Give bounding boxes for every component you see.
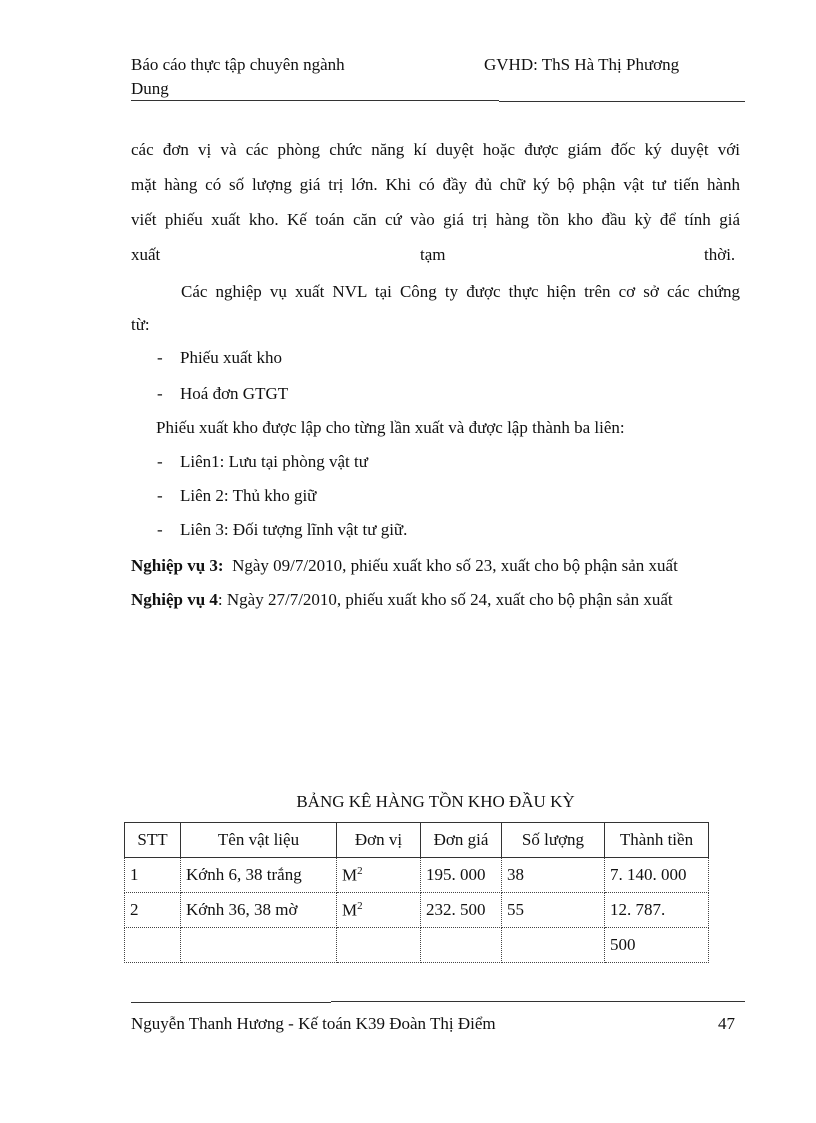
bullet-dash: - bbox=[157, 486, 163, 505]
doc-item-1: Phiếu xuất kho bbox=[180, 348, 282, 367]
table-row bbox=[125, 928, 709, 963]
para1-line3: viết phiếu xuất kho. Kế toán căn cứ vào giá trị hàng tồn kho đầu kỳ để tính giá bbox=[131, 210, 740, 229]
para1-line4-c: thời. bbox=[704, 245, 736, 264]
cell-price: 195. 000 bbox=[421, 858, 502, 893]
table-row bbox=[125, 858, 709, 893]
para1-line1: các đơn vị và các phòng chức năng kí duyệt hoặc được giám đốc ký duyệt với bbox=[131, 140, 740, 159]
unit-text: M bbox=[342, 900, 358, 920]
operation-3 bbox=[131, 556, 678, 576]
footer-rule-right bbox=[331, 1001, 745, 1002]
cell-material bbox=[181, 928, 337, 963]
cell-material: Kớnh 36, 38 mờ bbox=[181, 893, 337, 928]
op3-label: Nghiệp vụ 3: bbox=[131, 556, 224, 575]
cell-quantity: 55 bbox=[502, 893, 605, 928]
unit-sup: 2 bbox=[357, 864, 363, 877]
bullet-dash: - bbox=[157, 348, 163, 367]
cell-total: 12. 787. bbox=[605, 893, 709, 928]
para2-line1: Các nghiệp vụ xuất NVL tại Công ty được thực hiện trên cơ sở các chứng bbox=[181, 282, 740, 301]
cell-unit bbox=[337, 928, 421, 963]
header-cell: STT bbox=[125, 823, 181, 858]
cell-stt: 2 bbox=[125, 893, 181, 928]
table-header-row bbox=[125, 823, 709, 858]
para3: Phiếu xuất kho được lập cho từng lần xuất và được lập thành ba liên: bbox=[156, 418, 625, 437]
cell-price: 232. 500 bbox=[421, 893, 502, 928]
header-cell: Thành tiền bbox=[605, 823, 709, 858]
footer-rule-left bbox=[131, 1002, 331, 1003]
cell-stt bbox=[125, 928, 181, 963]
op4-text: : Ngày 27/7/2010, phiếu xuất kho số 24, xuất cho bộ phận sản xuất bbox=[217, 590, 673, 609]
header-advisor: GVHD: ThS Hà Thị Phương bbox=[484, 55, 680, 74]
report-title-cont: Dung bbox=[131, 79, 169, 98]
header-cell: Tên vật liệu bbox=[181, 823, 337, 858]
cell-quantity bbox=[502, 928, 605, 963]
header-rule-left bbox=[131, 100, 499, 101]
header-cell: Đơn giá bbox=[421, 823, 502, 858]
cell-total: 7. 140. 000 bbox=[605, 858, 709, 893]
para1-line4-a: xuất bbox=[131, 245, 161, 264]
header-cell: Đơn vị bbox=[337, 823, 421, 858]
unit-sup: 2 bbox=[357, 899, 363, 912]
doc-item-2: Hoá đơn GTGT bbox=[180, 384, 289, 403]
header-report-title bbox=[131, 53, 471, 101]
header-cell: Số lượng bbox=[502, 823, 605, 858]
bullet-dash: - bbox=[157, 520, 163, 539]
copy-item-3: Liên 3: Đối tượng lĩnh vật tư giữ. bbox=[180, 520, 408, 539]
unit-text: M bbox=[342, 865, 358, 885]
para1-line2: mặt hàng có số lượng giá trị lớn. Khi có đầy đủ chữ ký bộ phận vật tư tiến hành bbox=[131, 175, 740, 194]
cell-price bbox=[421, 928, 502, 963]
cell-unit bbox=[337, 893, 421, 928]
header-rule-right bbox=[499, 101, 745, 102]
bullet-dash: - bbox=[157, 452, 163, 471]
footer-author: Nguyễn Thanh Hương - Kế toán K39 Đoàn Thị Điểm bbox=[131, 1014, 496, 1033]
cell-quantity: 38 bbox=[502, 858, 605, 893]
page-number: 47 bbox=[718, 1014, 735, 1033]
inventory-table bbox=[124, 822, 709, 963]
cell-total: 500 bbox=[605, 928, 709, 963]
cell-stt: 1 bbox=[125, 858, 181, 893]
copy-item-2: Liên 2: Thủ kho giữ bbox=[180, 486, 317, 505]
para1-line4-b: tạm bbox=[420, 245, 446, 264]
bullet-dash: - bbox=[157, 384, 163, 403]
cell-unit bbox=[337, 858, 421, 893]
table-row bbox=[125, 893, 709, 928]
op3-text: Ngày 09/7/2010, phiếu xuất kho số 23, xuất cho bộ phận sản xuất bbox=[232, 556, 678, 575]
op4-label: Nghiệp vụ 4 bbox=[131, 590, 218, 609]
cell-material: Kớnh 6, 38 trắng bbox=[181, 858, 337, 893]
copy-item-1: Liên1: Lưu tại phòng vật tư bbox=[180, 452, 368, 471]
para2-line2: từ: bbox=[131, 315, 150, 334]
table-title: BẢNG KÊ HÀNG TỒN KHO ĐẦU KỲ bbox=[296, 792, 575, 811]
report-title: Báo cáo thực tập chuyên ngành bbox=[131, 55, 345, 74]
operation-4 bbox=[131, 590, 673, 610]
